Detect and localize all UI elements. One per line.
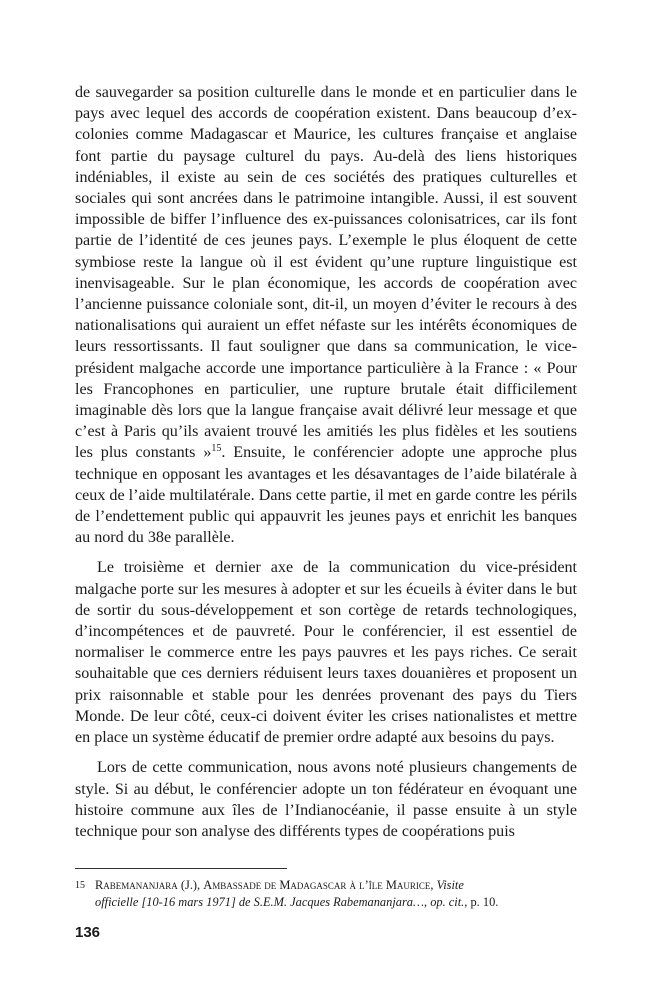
paragraph-1 <box>75 82 577 548</box>
paragraph-3: Lors de cette communication, nous avons noté plusieurs changements de style. Si au début, le conférencier adopte un ton fédérateur en évoquant une histoire commune aux îles de l’Indianocéanie, il passe ensuite à un style technique pour son analyse des différents types de coopérations puis <box>75 759 577 840</box>
footnote-italic-a: Visite <box>436 878 464 892</box>
page-number: 136 <box>75 924 101 941</box>
footnote-continuation <box>75 894 577 911</box>
footnote-separator-comma: , <box>424 895 431 909</box>
paragraph-2: Le troisième et dernier axe de la communication du vice-président malgache porte sur les mesures à adopter et sur les écueils à éviter dans le but de sortir du sous-développement et son cortège de retards technologiques, d’incompétences et de pauvreté. Pour le conférencier, il est essentiel de normaliser le commerce entre les pays pauvres et les pays riches. Ce serait souhaitable que ces derniers réduisent leurs taxes douanières et proposent un prix raisonnable et stable pour les denrées provenant des pays du Tiers Monde. De leur côté, ceux-ci doivent éviter les crises nationalistes et mettre en place un système éducatif de premier ordre adapté aux besoins du pays. <box>75 559 577 747</box>
footnote-separator <box>75 868 287 869</box>
paragraph-1-part-b: . Ensuite, le conférencier adopte une approche plus technique en opposant les avantages et les désavantages de l’aide bilatérale à ceux de l’aide multilatérale. Dans cette partie, il met en garde contre les périls de l’endettement public qui appauvrit les jeunes pays et enrichit les banques au nord du 38e parallèle. <box>75 444 577 547</box>
footnote-author: Rabemananjara (J.), <box>95 878 201 892</box>
footnote-number: 15 <box>75 880 85 891</box>
footnote-reference[interactable]: 15 <box>211 443 222 455</box>
footnote-text <box>95 878 464 892</box>
footnote <box>75 877 577 911</box>
footnote-italic-b: officielle [10-16 mars 1971] de S.E.M. Jacques Rabemananjara… <box>95 895 424 909</box>
footnote-page: , p. 10. <box>464 895 499 909</box>
body-text <box>75 82 577 851</box>
footnote-op-cit: op. cit. <box>430 895 465 909</box>
footnote-title: Ambassade de Madagascar à l’île Maurice, <box>203 878 434 892</box>
paragraph-1-part-a: de sauvegarder sa position culturelle dans le monde et en particulier dans le pays avec lequel des accords de coopération existent. Dans beaucoup d’ex-colonies comme Madagascar et Maurice, les cultures française et anglaise font partie du paysage culturel du pays. Au-delà des liens historiques indéniables, il existe au sein de ces sociétés des pratiques culturelles et sociales qui sont ancrées dans le patrimoine intangible. Aussi, il est souvent impossible de biffer l’influence des ex-puissances colonisatrices, car ils font partie de l’identité de ces jeunes pays. L’exemple le plus éloquent de cette symbiose reste la langue où il est évident qu’une rupture linguistique est inenvisageable. Sur le plan économique, les accords de coopération avec l’ancienne puissance coloniale sont, dit-il, un moyen d’éviter le recours à des nationalisations qui auraient un effet néfaste sur les intérêts économiques de leurs ressortissants. Il faut souligner que dans sa communication, le vice-président malgache accorde une importance particulière à la France : « Pour les Francophones en particulier, une rupture brutale était difficilement imaginable dès lors que la langue française avait délivré leur message et que c’est à Paris qu’ils avaient trouvé les amitiés les plus fidèles et les soutiens les plus constants » <box>75 84 577 462</box>
